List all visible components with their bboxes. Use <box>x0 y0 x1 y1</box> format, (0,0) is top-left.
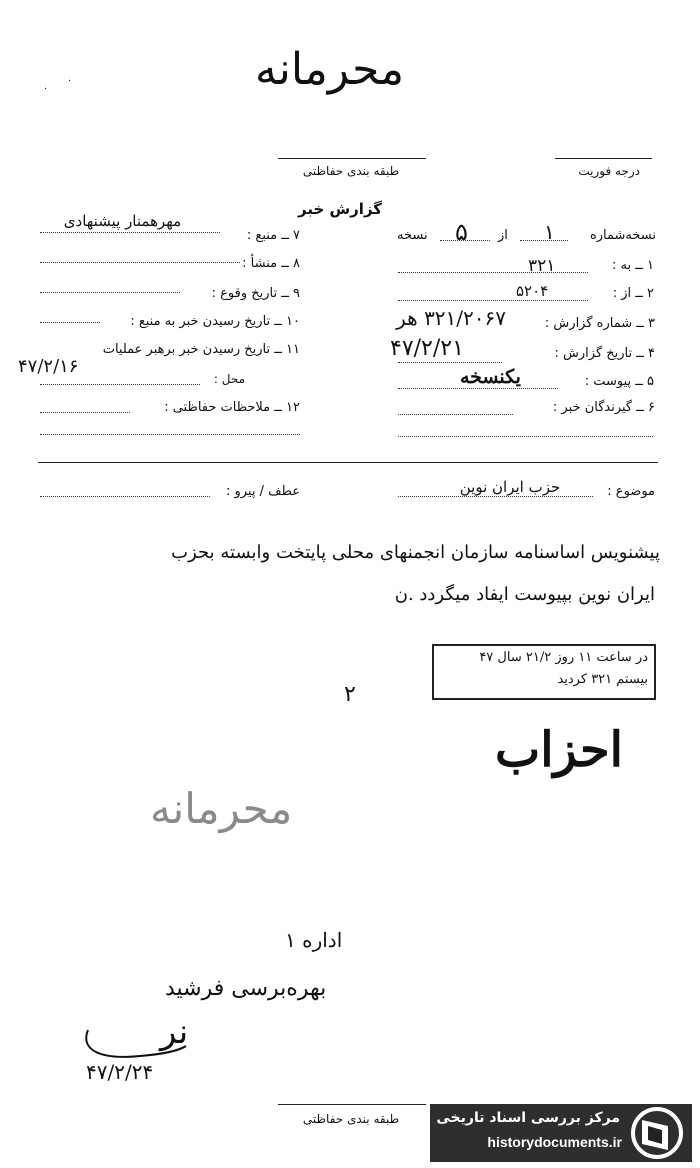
notes-label: ۱۲ ــ ملاحظات حفاظتی : <box>164 400 300 415</box>
receipt-dots <box>40 322 100 323</box>
copy-number-label: نسخه‌شماره <box>589 228 656 243</box>
to-label: ۱ ــ به : <box>612 258 654 273</box>
ops-date-value: ۴۷/۲/۱۶ <box>18 356 79 377</box>
copies-label: نسخه <box>397 228 428 243</box>
notes-dots <box>40 412 130 413</box>
priority-label: درجه فوریت <box>578 164 640 178</box>
from-dots <box>398 300 588 301</box>
priority-line <box>555 158 652 159</box>
reference-label: عطف / پیرو : <box>225 484 300 499</box>
source-dots <box>40 232 220 233</box>
copy-number-value: ۱ <box>544 220 555 244</box>
department-note: اداره ۱ <box>285 928 343 952</box>
source-value: مهرهمنار پیشنهادی <box>63 212 182 230</box>
confidential-stamp-top: محرمانه <box>255 44 405 95</box>
copies-dots <box>440 240 490 241</box>
website: historydocuments.ir <box>487 1134 622 1150</box>
archive-logo-icon <box>628 1106 686 1160</box>
attachment-label: ۵ ــ پیوست : <box>584 374 654 389</box>
confidential-stamp-bottom: محرمانه <box>150 784 293 833</box>
copy-number-dots <box>520 240 568 241</box>
body-line-1: پیشنویس اساسنامه سازمان انجمنهای محلی پایتخت وابسته بحزب <box>171 542 660 563</box>
from-value: ۵۲۰۴ <box>516 282 549 300</box>
security-classification-top: طبقه بندی حفاظتی <box>302 164 400 178</box>
stamp-speck: · <box>68 76 72 87</box>
of-label: از <box>498 228 508 243</box>
recipients-label: ۶ ــ گیرندگان خبر : <box>552 400 655 415</box>
attachment-dots <box>398 388 558 389</box>
body-line-2: ایران نوین بپیوست ایفاد میگردد .ن <box>394 584 655 605</box>
recipients-dots-2 <box>398 436 653 437</box>
receipt-stamp-line-2: بیستم ۳۲۱ کردید <box>557 672 648 687</box>
source-label: ۷ ــ منبع : <box>246 228 300 243</box>
to-dots <box>398 272 588 273</box>
receipt-label: ۱۰ ــ تاریخ رسیدن خبر به منبع : <box>130 314 300 329</box>
reference-dots <box>40 496 210 497</box>
category-ahzab: احزاب <box>495 722 624 778</box>
signature-date: ۴۷/۲/۲۴ <box>86 1060 154 1084</box>
subject-dots <box>398 496 593 497</box>
ops-dots <box>40 384 200 385</box>
occurrence-label: ۹ ــ تاریخ وقوع : <box>211 286 300 301</box>
report-number-value: ۳۲۱/۲۰۶۷ هر <box>396 306 506 330</box>
origin-dots <box>40 262 240 263</box>
occurrence-dots <box>40 292 180 293</box>
margin-mark: ۲ <box>344 682 356 707</box>
examine-note: بهره‌برسی فرشید <box>165 976 327 1001</box>
report-date-value: ۴۷/۲/۲۱ <box>390 336 464 361</box>
report-title: گزارش خبر <box>297 200 383 218</box>
report-date-label: ۴ ــ تاریخ گزارش : <box>554 346 655 361</box>
to-value: ۳۲۱ <box>528 256 556 276</box>
from-label: ۲ ــ از : <box>612 286 654 301</box>
report-date-dots <box>398 362 502 363</box>
ops-label: ۱۱ ــ تاریخ رسیدن خبر برهبر عملیات <box>102 342 300 357</box>
receipt-stamp-line-1: در ساعت ۱۱ روز ۲۱/۲ سال ۴۷ <box>479 650 648 665</box>
subject-label: موضوع : <box>607 484 655 499</box>
notes-dots-2 <box>40 434 300 435</box>
copies-count: ۵ <box>455 218 468 246</box>
subject-value: حزب ایران نوین <box>459 478 561 496</box>
attachment-value: یکنسخه <box>460 366 521 388</box>
place-label: محل : <box>213 372 245 386</box>
security-line-bottom <box>278 1104 426 1105</box>
stamp-speck: · <box>44 84 48 95</box>
report-number-label: ۳ ــ شماره گزارش : <box>544 316 655 331</box>
origin-label: ۸ ــ منشأ : <box>242 256 300 271</box>
signature-initial: نر <box>160 1012 189 1052</box>
security-classification-bottom: طبقه بندی حفاظتی <box>302 1112 400 1126</box>
recipients-dots <box>398 414 513 415</box>
center-name: مرکز بررسی اسناد تاریخی <box>436 1110 620 1126</box>
divider-line <box>38 462 658 463</box>
security-line-top <box>278 158 426 159</box>
